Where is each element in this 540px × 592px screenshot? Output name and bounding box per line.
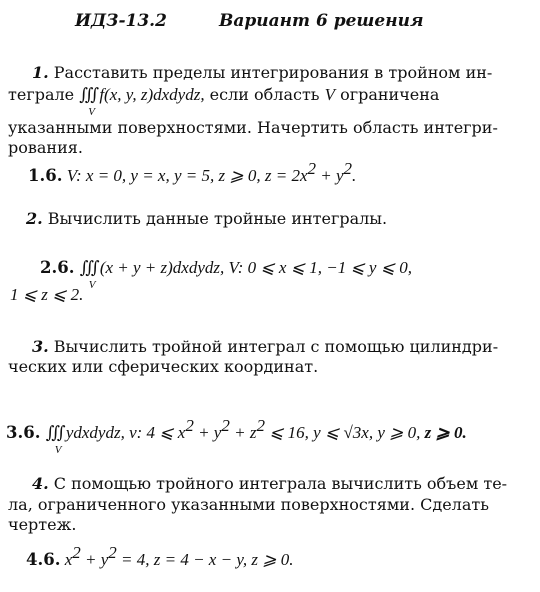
item-1-6-number: 1.6. [28,166,63,185]
item-3-6-number: 3.6. [6,423,41,442]
task1-line3: указанными поверхностями. Начертить область интегри- [8,118,498,137]
item-3-6: 3.6. ∭ V ydxdydz, v: 4 ⩽ $x^2 + y^2 + z^2$ ⩽ 16, y ⩽ √3x, y ⩾ 0, z ⩾ 0. [6,416,467,456]
item-2-6: 2.6. ∭ V (x + y + z)dxdydz, V: 0 ⩽ x ⩽ 1, −1 ⩽ y ⩽ 0, [40,258,412,291]
task3-line2: ческих или сферических координат. [8,357,319,376]
task1-line4: рования. [8,138,83,157]
task3-line1: 3. Вычислить тройной интеграл с помощью цилиндри- [32,337,499,356]
item-4-6: 4.6. $x^2 + y^2 = 4$, z = 4 − x − y, z ⩾ 0. [26,543,294,569]
triple-integral-sign: ∭ V [45,423,62,456]
variant-title: Вариант 6 решения [219,11,424,31]
task1-number: 1. [32,63,49,82]
item-1-6: 1.6. V: x = 0, y = x, y = 5, z ⩾ 0, $z = 2x^2 + y^2$. [28,159,357,185]
task1-line1: 1. Расставить пределы интегрирования в тройном ин- [32,63,493,82]
task3-number: 3. [32,337,49,356]
item-2-6-number: 2.6. [40,258,75,277]
task4-line3: чертеж. [8,515,77,534]
doc-code: ИДЗ-13.2 [75,11,167,31]
task4-number: 4. [32,474,49,493]
task1-line2: теграле ∭ V f(x, y, z)dxdydz, если область V ограничена [8,85,440,118]
task2-number: 2. [26,209,43,228]
item-4-6-number: 4.6. [26,550,61,569]
task2-line: 2. Вычислить данные тройные интегралы. [26,209,388,228]
triple-integral-sign: ∭ V [79,85,95,118]
task4-line2: ла, ограниченного указанными поверхностями. Сделать [8,495,489,514]
triple-integral-sign: ∭ V [79,258,96,291]
task4-line1: 4. С помощью тройного интеграла вычислить объем те- [32,474,508,493]
item-2-6-line2: 1 ⩽ z ⩽ 2. [10,285,84,304]
integrand-expression: f(x, y, z)dxdydz, [99,85,205,104]
